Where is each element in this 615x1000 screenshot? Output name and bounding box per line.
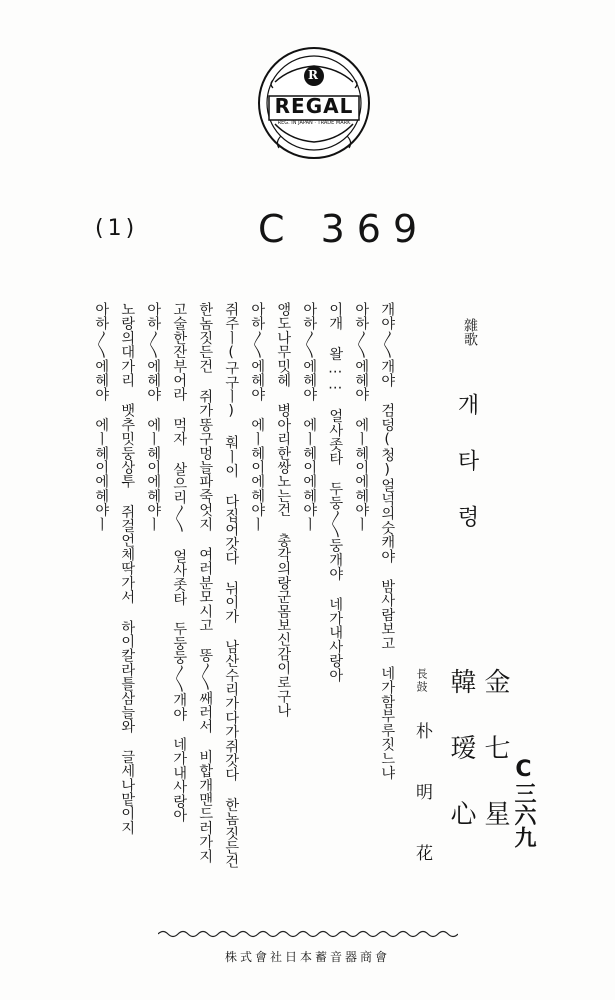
logo-subtitle: REG. IN JAPAN · TRADE MARK xyxy=(277,120,351,126)
catalog-number-cjk: C三六九 xyxy=(511,757,536,848)
lyric-line-6: 아하〳〵에헤야 에ㅣ헤이에헤야ㅣ xyxy=(249,302,266,531)
regal-logo xyxy=(255,44,373,162)
lyric-line-7: 쥐주ㅣ(구구ㅣ) 훠ㅣ이 다집어갓다 뉘이가 남산수리가다가쥐갓다 한놈짓든건 xyxy=(223,302,240,869)
accompanist-name: 朴明花 xyxy=(412,722,432,905)
genre-label: 雜歌 xyxy=(462,318,478,346)
accompaniment-label: 長鼓 xyxy=(415,668,428,694)
publisher-footer: 株式會社日本蓄音器商會 xyxy=(224,950,390,964)
lyric-line-8: 한놈짓든건 쥐가똥구멍늘파죽엇지 여러분모시고 똥〳〵쌔러서 비합개맨드러가지 xyxy=(197,302,214,863)
singer-name-1: 金七星 xyxy=(480,668,510,866)
lyric-line-11: 노랑의대가리 뱃추밋둥상투 쥐걸언체딱가서 하이칼라틀삼늘와 글세나맡이지 xyxy=(119,302,136,835)
lyric-line-3: 이개 왈…… 얼사좃타 두둥〳〵둥개야 네가내사랑아 xyxy=(327,302,344,682)
logo-monogram: R xyxy=(308,68,318,82)
lyric-line-12: 아하〳〵에헤야 에ㅣ헤이에헤야ㅣ xyxy=(93,302,110,531)
lyric-line-9: 고술한잔부어라 먹자 살으리〳〵 얼사좃타 두둥둥〳〵개야 네가내사랑아 xyxy=(171,302,188,823)
lyric-line-4: 아하〳〵에헤야 에ㅣ헤이에헤야ㅣ xyxy=(301,302,318,531)
catalog-number: C 369 xyxy=(258,207,430,251)
lyric-line-5: 앵도나무밋헤 병아리한쌍노는건 총각의랑군몸보신감이로구나 xyxy=(275,302,292,718)
logo-brand: REGAL xyxy=(274,94,354,118)
song-title: 개타령 xyxy=(454,393,479,561)
singer-name-2: 韓瑷心 xyxy=(446,668,476,866)
lyric-line-1: 개야〳〵개야 검덩(청)얼넉의숫캐야 밤사람보고 네가함부루짓느냐 xyxy=(379,302,396,780)
side-number: (1) xyxy=(95,216,139,241)
wavy-divider xyxy=(158,928,458,940)
lyric-line-10: 아하〳〵에헤야 에ㅣ헤이에헤야ㅣ xyxy=(145,302,162,531)
lyric-line-2: 아하〳〵에헤야 에ㅣ헤이에헤야ㅣ xyxy=(353,302,370,531)
